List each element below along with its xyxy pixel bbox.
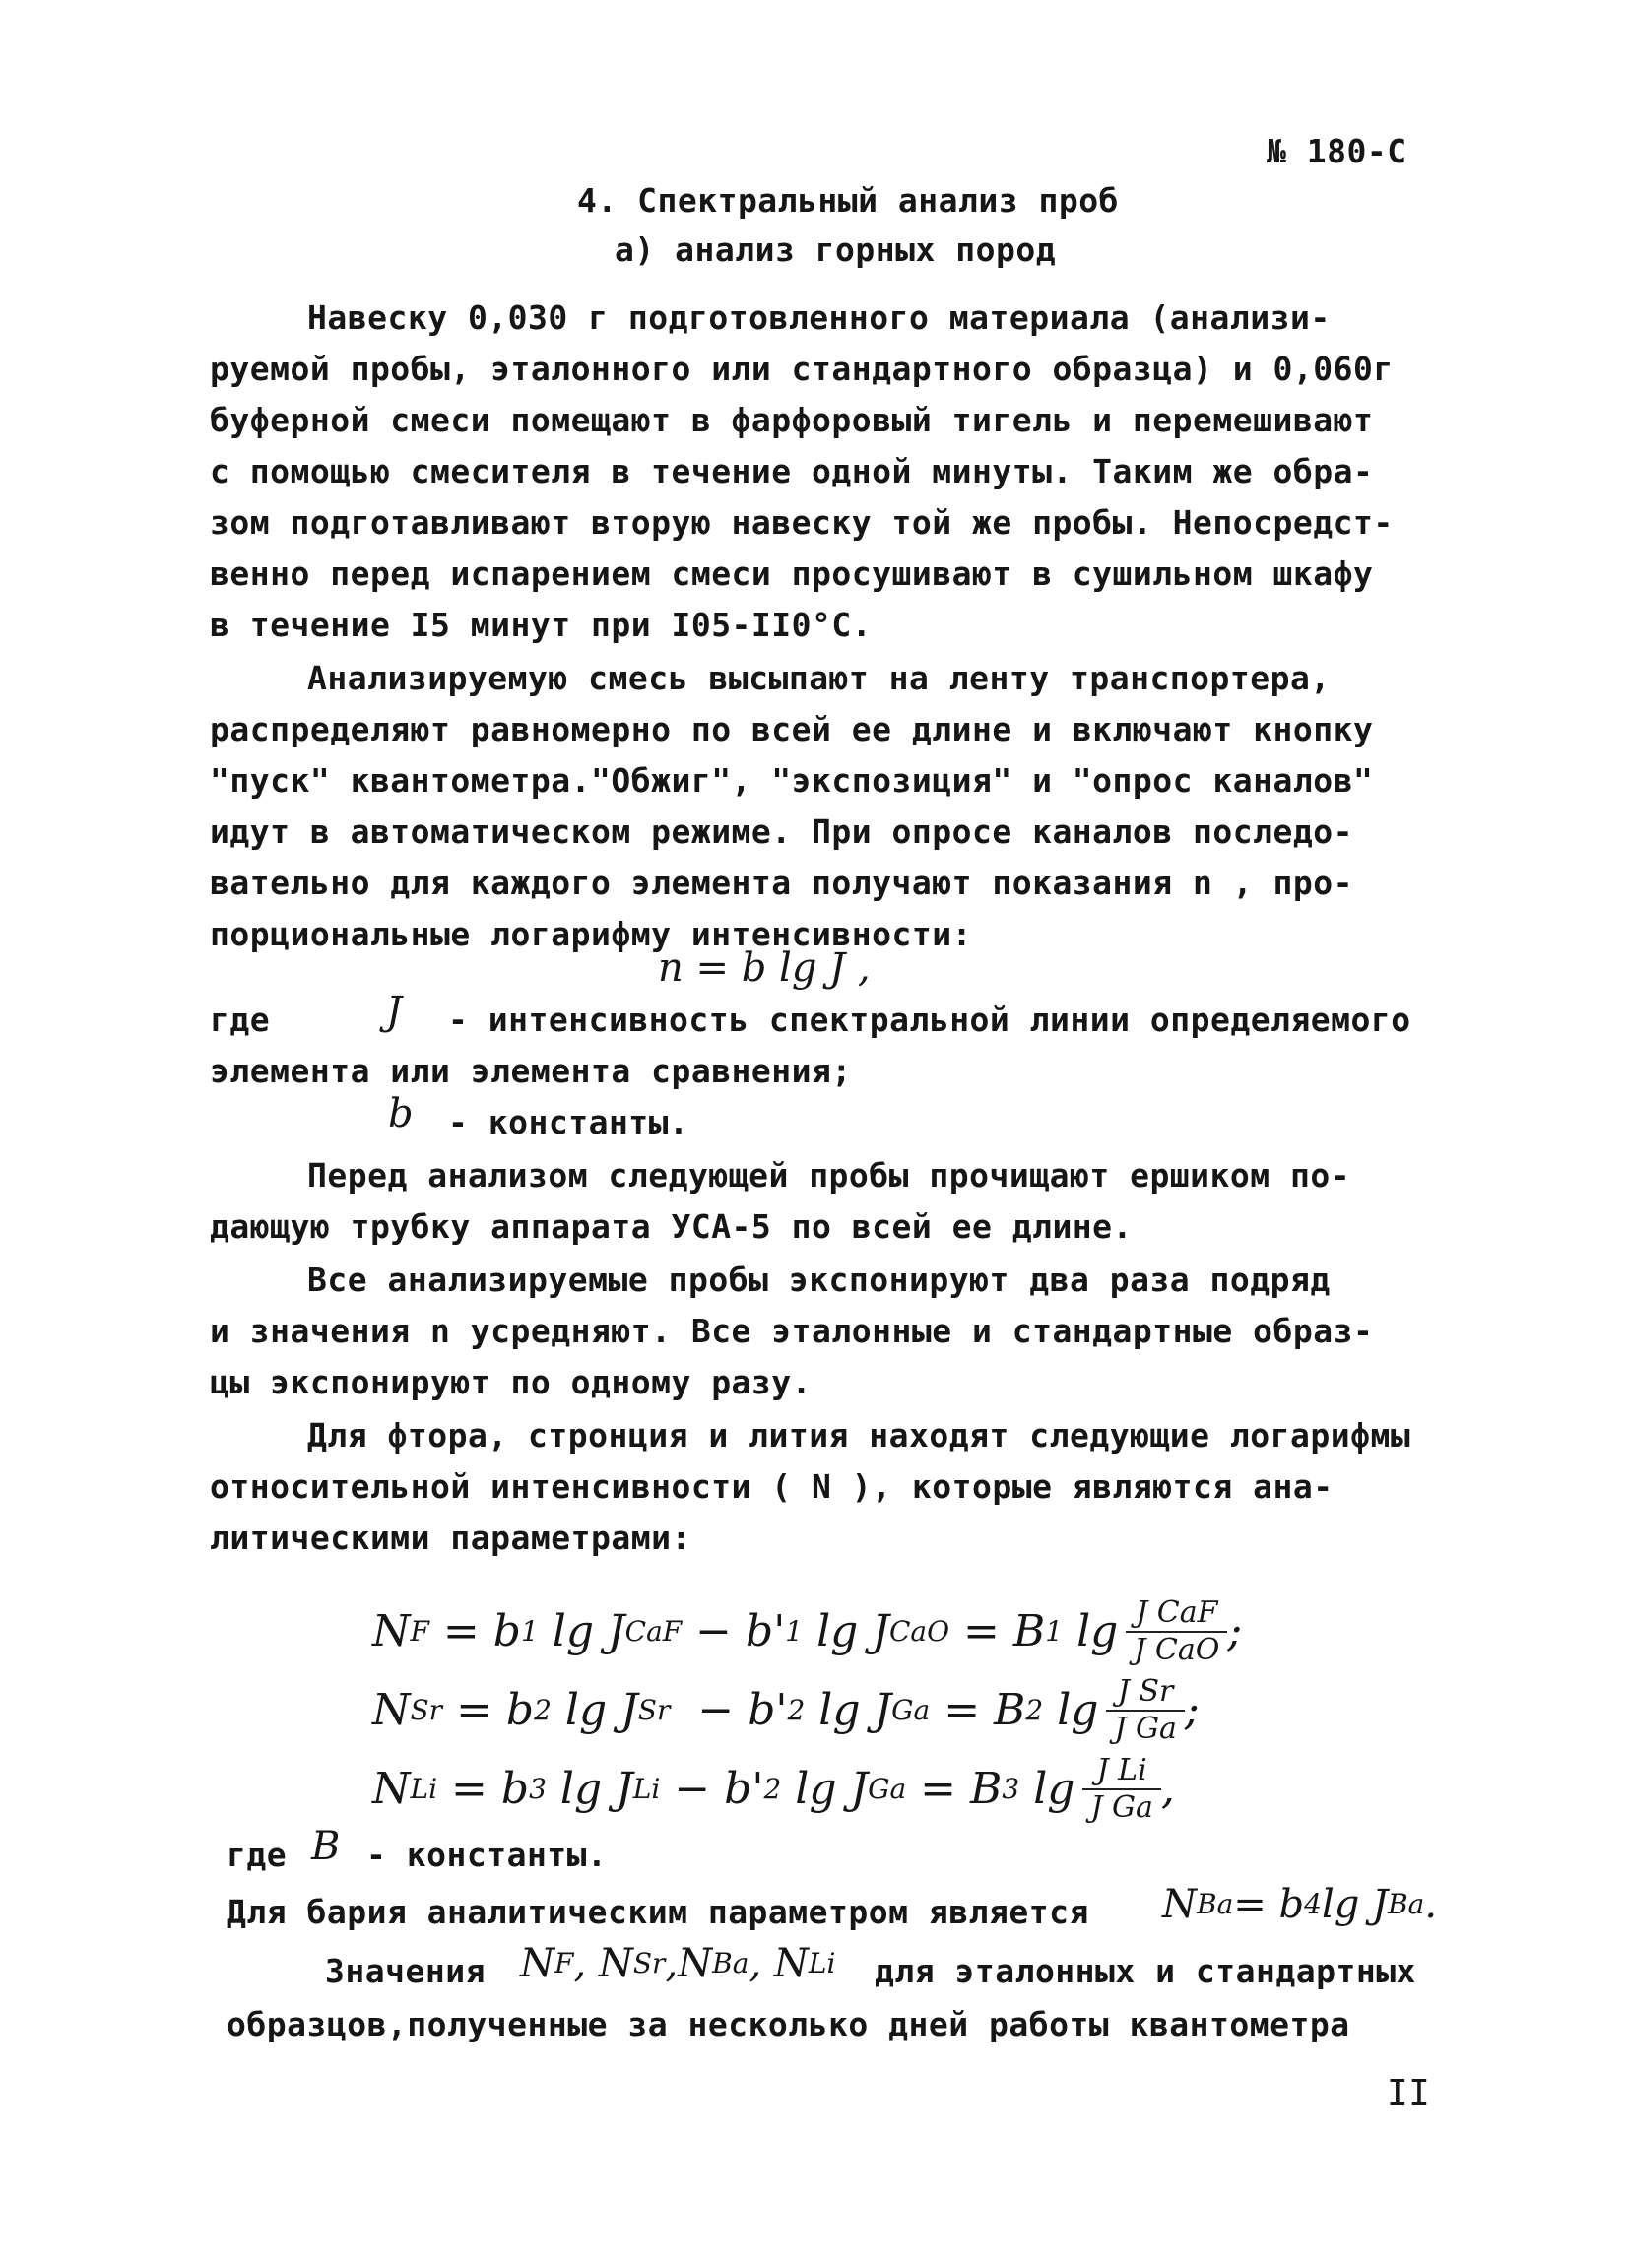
para5-line: относительной интенсивности ( N ), которые являются ана- [210,1467,1334,1506]
barium-text: Для бария аналитическим параметром является [227,1893,1089,1931]
para2-line: идут в автоматическом режиме. При опросе каналов последо- [210,812,1353,851]
page-number: II [1387,2073,1431,2113]
where-definition-cont: элемента или элемента сравнения; [210,1052,852,1090]
equation-strontium: N Sr = b 2 lg J Sr − b' 2 lg J Ga = B 2 lg $\frac{\text{J Sr}}{\text{J Ga}}$ ; [372,1674,1200,1746]
para5-line: Для фтора, стронция и лития находят следующие логарифмы [307,1416,1411,1455]
symbol-j: J [386,989,403,1034]
where-b-definition: - константы. [366,1836,608,1874]
values-symbols: N F , N Sr , N Ba , N Li [520,1941,836,1986]
subsection-heading: а) анализ горных пород [615,230,1057,269]
para3-line: дающую трубку аппарата УСА-5 по всей ее длине. [210,1207,1133,1246]
barium-formula: N Ba = b 4 lg J Ba . [1162,1882,1438,1927]
para1-line: руемой пробы, эталонного или стандартного образца) и 0,060г [210,350,1394,388]
para2-line: порциональные логарифму интенсивности: [210,915,972,953]
section-heading: 4. Спектральный анализ проб [577,181,1119,220]
document-number: № 180-С [1267,132,1407,170]
para4-line: Все анализируемые пробы экспонируют два раза подряд [307,1261,1331,1299]
last-line: образцов,полученные за несколько дней работы квантометра [227,2005,1350,2043]
para2-line: "пуск" квантометра."Обжиг", "экспозиция" и "опрос каналов" [210,761,1374,800]
para2-line: вательно для каждого элемента получают показания n , про- [210,864,1353,902]
para3-line: Перед анализом следующей пробы прочищают ершиком по- [307,1156,1351,1195]
para4-line: цы экспонируют по одному разу. [210,1363,813,1401]
where-b-label: где [227,1836,288,1874]
formula-main: n = b lg J , [658,945,871,991]
para1-line: венно перед испарением смеси просушивают в сушильном шкафу [210,554,1374,593]
symbol-b: b [388,1091,414,1136]
equation-lithium: N Li = b 3 lg J Li − b' 2 lg J Ga = B 3 lg $\frac{\text{J Li}}{\text{J Ga}}$ , [372,1753,1175,1825]
para1-line: зом подготавливают вторую навеску той же пробы. Непосредст- [210,503,1394,542]
para1-line: с помощью смесителя в течение одной минуты. Таким же обра- [210,452,1374,490]
where-definition: - интенсивность спектральной линии определяемого [448,1001,1411,1039]
para4-line: и значения n усредняют. Все эталонные и стандартные образ- [210,1312,1374,1350]
para5-line: литическими параметрами: [210,1519,691,1557]
para1-line: в течение I5 минут при I05-II0°С. [210,606,873,644]
values-text-cont: для эталонных и стандартных [875,1952,1416,1990]
para2-line: Анализируемую смесь высыпают на ленту транспортера, [307,659,1331,697]
constants-label: - константы. [448,1103,689,1141]
para1-line: буферной смеси помещают в фарфоровый тигель и перемешивают [210,401,1374,439]
symbol-B: B [311,1824,341,1869]
equation-fluorine: N F = b 1 lg J CaF − b' 1 lg J CaO = B 1 lg $\frac{\text{J CaF}}{\text{J CaO}}$ ; [372,1595,1243,1667]
para2-line: распределяют равномерно по всей ее длине и включают кнопку [210,710,1374,748]
where-label: где [210,1001,271,1039]
para1-line: Навеску 0,030 г подготовленного материала (анализи- [307,298,1331,337]
values-text: Значения [325,1952,486,1990]
